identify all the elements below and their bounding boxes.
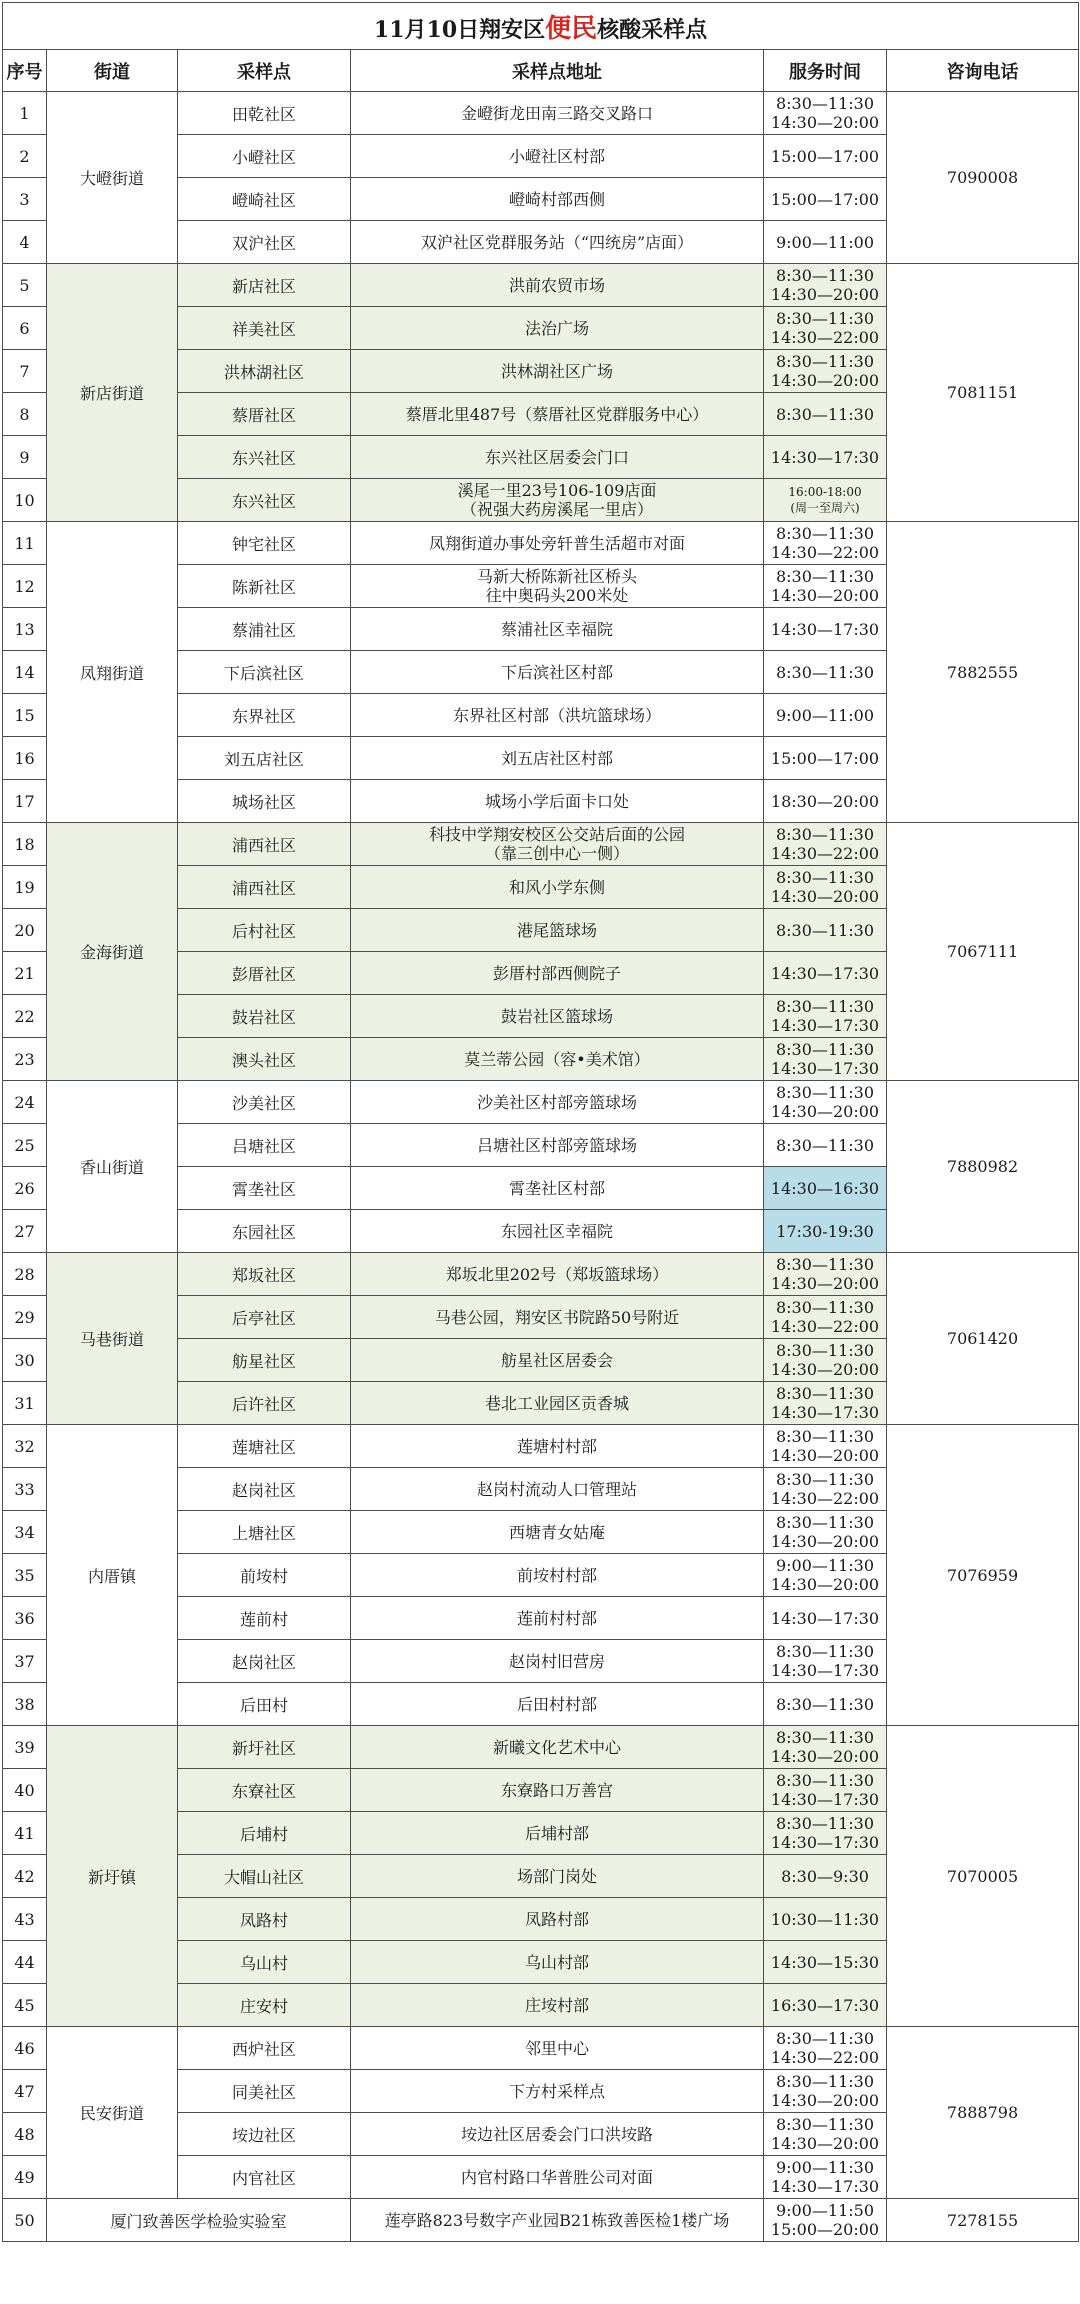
row-number: 8 (3, 393, 47, 436)
time-cell: 8:30—11:30 14:30—22:00 (764, 307, 887, 350)
row-number: 23 (3, 1038, 47, 1081)
address-cell: 莲亭路823号数字产业园B21栋致善医检1楼广场 (351, 2199, 764, 2242)
phone-cell: 7278155 (887, 2199, 1079, 2242)
time-cell: 8:30—11:30 14:30—20:00 (764, 1253, 887, 1296)
row-number: 45 (3, 1984, 47, 2027)
row-number: 4 (3, 221, 47, 264)
street-cell: 民安街道 (47, 2027, 178, 2199)
time-cell: 14:30—15:30 (764, 1941, 887, 1984)
street-cell: 内厝镇 (47, 1425, 178, 1726)
time-cell: 8:30—11:30 14:30—20:00 (764, 350, 887, 393)
time-cell: 9:00—11:50 15:00—20:00 (764, 2199, 887, 2242)
title-row (3, 3, 1079, 50)
site-cell: 蔡厝社区 (178, 393, 351, 436)
title-prefix: 11月10日翔安区 (373, 16, 546, 43)
site-cell: 蔡浦社区 (178, 608, 351, 651)
site-cell: 东寮社区 (178, 1769, 351, 1812)
time-cell: 15:00—17:00 (764, 178, 887, 221)
row-number: 24 (3, 1081, 47, 1124)
table-row (3, 1253, 1079, 1296)
table-row (3, 2027, 1079, 2070)
street-cell: 凤翔街道 (47, 522, 178, 823)
row-number: 26 (3, 1167, 47, 1210)
site-cell: 沙美社区 (178, 1081, 351, 1124)
address-cell: 后埔村部 (351, 1812, 764, 1855)
address-cell: 前垵村村部 (351, 1554, 764, 1597)
address-cell: 东园社区幸福院 (351, 1210, 764, 1253)
row-number: 44 (3, 1941, 47, 1984)
row-number: 6 (3, 307, 47, 350)
address-cell: 溪尾一里23号106-109店面 （祝强大药房溪尾一里店） (351, 479, 764, 522)
site-cell: 后埔村 (178, 1812, 351, 1855)
site-cell: 乌山村 (178, 1941, 351, 1984)
site-cell: 内官社区 (178, 2156, 351, 2199)
table-row (3, 2199, 1079, 2242)
site-cell: 赵岗社区 (178, 1468, 351, 1511)
street-cell: 新圩镇 (47, 1726, 178, 2027)
phone-cell: 7067111 (887, 823, 1079, 1081)
time-cell: 8:30—11:30 14:30—22:00 (764, 823, 887, 866)
row-number: 34 (3, 1511, 47, 1554)
site-cell: 上塘社区 (178, 1511, 351, 1554)
header-site: 采样点 (178, 50, 351, 92)
row-number: 49 (3, 2156, 47, 2199)
site-cell: 莲塘社区 (178, 1425, 351, 1468)
row-number: 38 (3, 1683, 47, 1726)
site-cell: 陈新社区 (178, 565, 351, 608)
address-cell: 西塘青女姑庵 (351, 1511, 764, 1554)
address-cell: 东兴社区居委会门口 (351, 436, 764, 479)
site-cell: 东兴社区 (178, 436, 351, 479)
header-time: 服务时间 (764, 50, 887, 92)
site-cell: 嶝崎社区 (178, 178, 351, 221)
site-cell: 钟宅社区 (178, 522, 351, 565)
address-cell: 后田村村部 (351, 1683, 764, 1726)
site-cell: 东兴社区 (178, 479, 351, 522)
site-cell: 双沪社区 (178, 221, 351, 264)
row-number: 39 (3, 1726, 47, 1769)
site-cell: 城场社区 (178, 780, 351, 823)
header-phone: 咨询电话 (887, 50, 1079, 92)
time-cell: 17:30-19:30 (764, 1210, 887, 1253)
address-cell: 新曦文化艺术中心 (351, 1726, 764, 1769)
row-number: 2 (3, 135, 47, 178)
row-number: 25 (3, 1124, 47, 1167)
sampling-sites-table (2, 2, 1079, 2242)
address-cell: 凤翔街道办事处旁轩普生活超市对面 (351, 522, 764, 565)
address-cell: 鼓岩社区篮球场 (351, 995, 764, 1038)
address-cell: 港尾篮球场 (351, 909, 764, 952)
row-number: 47 (3, 2070, 47, 2113)
address-cell: 刘五店社区村部 (351, 737, 764, 780)
time-cell: 8:30—11:30 14:30—20:00 (764, 1081, 887, 1124)
row-number: 15 (3, 694, 47, 737)
time-cell: 8:30—11:30 14:30—20:00 (764, 264, 887, 307)
time-cell: 8:30—11:30 14:30—17:30 (764, 1382, 887, 1425)
address-cell: 下方村采样点 (351, 2070, 764, 2113)
address-cell: 乌山村部 (351, 1941, 764, 1984)
row-number: 50 (3, 2199, 47, 2242)
address-cell: 小嶝社区村部 (351, 135, 764, 178)
site-cell: 厦门致善医学检验实验室 (47, 2199, 351, 2242)
address-cell: 沙美社区村部旁篮球场 (351, 1081, 764, 1124)
site-cell: 霄垄社区 (178, 1167, 351, 1210)
row-number: 28 (3, 1253, 47, 1296)
site-cell: 新圩社区 (178, 1726, 351, 1769)
site-cell: 莲前村 (178, 1597, 351, 1640)
address-cell: 内官村路口华普胜公司对面 (351, 2156, 764, 2199)
site-cell: 大帽山社区 (178, 1855, 351, 1898)
site-cell: 舫星社区 (178, 1339, 351, 1382)
time-cell: 9:00—11:30 14:30—20:00 (764, 1554, 887, 1597)
site-cell: 后田村 (178, 1683, 351, 1726)
address-cell: 东界社区村部（洪坑篮球场） (351, 694, 764, 737)
table-row (3, 1726, 1079, 1769)
page-title (3, 3, 1079, 50)
time-cell: 8:30—11:30 (764, 651, 887, 694)
row-number: 9 (3, 436, 47, 479)
address-cell: 赵岗村旧营房 (351, 1640, 764, 1683)
time-cell: 9:00—11:00 (764, 221, 887, 264)
time-cell: 16:30—17:30 (764, 1984, 887, 2027)
site-cell: 后亭社区 (178, 1296, 351, 1339)
address-cell: 巷北工业园区贡香城 (351, 1382, 764, 1425)
site-cell: 浦西社区 (178, 866, 351, 909)
row-number: 35 (3, 1554, 47, 1597)
row-number: 12 (3, 565, 47, 608)
row-number: 13 (3, 608, 47, 651)
time-cell: 9:00—11:30 14:30—17:30 (764, 2156, 887, 2199)
row-number: 30 (3, 1339, 47, 1382)
site-cell: 下后滨社区 (178, 651, 351, 694)
address-cell: 东寮路口万善宫 (351, 1769, 764, 1812)
row-number: 14 (3, 651, 47, 694)
site-cell: 东界社区 (178, 694, 351, 737)
table-row (3, 92, 1079, 135)
phone-cell: 7061420 (887, 1253, 1079, 1425)
site-cell: 澳头社区 (178, 1038, 351, 1081)
row-number: 7 (3, 350, 47, 393)
site-cell: 垵边社区 (178, 2113, 351, 2156)
time-cell: 8:30—11:30 14:30—22:00 (764, 522, 887, 565)
address-cell: 舫星社区居委会 (351, 1339, 764, 1382)
row-number: 41 (3, 1812, 47, 1855)
time-cell: 14:30—17:30 (764, 436, 887, 479)
street-cell: 香山街道 (47, 1081, 178, 1253)
time-cell: 14:30—17:30 (764, 1597, 887, 1640)
table-row (3, 1081, 1079, 1124)
address-cell: 科技中学翔安校区公交站后面的公园 （靠三创中心一侧） (351, 823, 764, 866)
time-cell: 8:30—11:30 14:30—20:00 (764, 92, 887, 135)
row-number: 22 (3, 995, 47, 1038)
address-cell: 郑坂北里202号（郑坂篮球场） (351, 1253, 764, 1296)
time-cell: 8:30—11:30 14:30—22:00 (764, 1296, 887, 1339)
time-cell: 8:30—11:30 14:30—17:30 (764, 1812, 887, 1855)
site-cell: 浦西社区 (178, 823, 351, 866)
row-number: 19 (3, 866, 47, 909)
time-cell: 8:30—11:30 14:30—22:00 (764, 2027, 887, 2070)
address-cell: 莫兰蒂公园（容•美术馆） (351, 1038, 764, 1081)
time-cell: 15:00—17:00 (764, 135, 887, 178)
row-number: 1 (3, 92, 47, 135)
row-number: 32 (3, 1425, 47, 1468)
site-cell: 赵岗社区 (178, 1640, 351, 1683)
time-cell: 8:30—11:30 14:30—20:00 (764, 1511, 887, 1554)
time-cell: 18:30—20:00 (764, 780, 887, 823)
time-cell: 8:30—11:30 14:30—20:00 (764, 2113, 887, 2156)
phone-cell: 7888798 (887, 2027, 1079, 2199)
site-cell: 鼓岩社区 (178, 995, 351, 1038)
time-cell: 8:30—11:30 14:30—17:30 (764, 1640, 887, 1683)
address-cell: 城场小学后面卡口处 (351, 780, 764, 823)
row-number: 18 (3, 823, 47, 866)
address-cell: 双沪社区党群服务站（“四统房”店面） (351, 221, 764, 264)
time-cell: 8:30—11:30 14:30—20:00 (764, 565, 887, 608)
time-cell: 8:30—11:30 (764, 393, 887, 436)
address-cell: 蔡浦社区幸福院 (351, 608, 764, 651)
time-cell: 8:30—11:30 14:30—20:00 (764, 1339, 887, 1382)
time-cell: 14:30—16:30 (764, 1167, 887, 1210)
row-number: 16 (3, 737, 47, 780)
site-cell: 东园社区 (178, 1210, 351, 1253)
address-cell: 法治广场 (351, 307, 764, 350)
street-cell: 大嶝街道 (47, 92, 178, 264)
time-cell: 8:30—11:30 14:30—20:00 (764, 1425, 887, 1468)
row-number: 17 (3, 780, 47, 823)
row-number: 37 (3, 1640, 47, 1683)
address-cell: 金嶝街龙田南三路交叉路口 (351, 92, 764, 135)
site-cell: 新店社区 (178, 264, 351, 307)
time-cell: 8:30—11:30 14:30—17:30 (764, 1769, 887, 1812)
time-cell: 14:30—17:30 (764, 608, 887, 651)
site-cell: 同美社区 (178, 2070, 351, 2113)
row-number: 11 (3, 522, 47, 565)
site-cell: 郑坂社区 (178, 1253, 351, 1296)
address-cell: 嶝崎村部西侧 (351, 178, 764, 221)
table-row (3, 1425, 1079, 1468)
address-cell: 马巷公园，翔安区书院路50号附近 (351, 1296, 764, 1339)
header-no: 序号 (3, 50, 47, 92)
address-cell: 洪前农贸市场 (351, 264, 764, 307)
phone-cell: 7081151 (887, 264, 1079, 522)
address-cell: 邻里中心 (351, 2027, 764, 2070)
site-cell: 后许社区 (178, 1382, 351, 1425)
site-cell: 西炉社区 (178, 2027, 351, 2070)
address-cell: 彭厝村部西侧院子 (351, 952, 764, 995)
address-cell: 和风小学东侧 (351, 866, 764, 909)
table-row (3, 522, 1079, 565)
row-number: 48 (3, 2113, 47, 2156)
address-cell: 霄垄社区村部 (351, 1167, 764, 1210)
row-number: 27 (3, 1210, 47, 1253)
phone-cell: 7882555 (887, 522, 1079, 823)
table-row (3, 264, 1079, 307)
address-cell: 莲前村村部 (351, 1597, 764, 1640)
time-cell: 8:30—11:30 14:30—20:00 (764, 1726, 887, 1769)
row-number: 40 (3, 1769, 47, 1812)
time-cell: 8:30—11:30 14:30—20:00 (764, 2070, 887, 2113)
street-cell: 金海街道 (47, 823, 178, 1081)
street-cell: 新店街道 (47, 264, 178, 522)
site-cell: 洪林湖社区 (178, 350, 351, 393)
time-cell: 8:30—11:30 14:30—20:00 (764, 866, 887, 909)
site-cell: 田乾社区 (178, 92, 351, 135)
time-cell: 8:30—11:30 (764, 1124, 887, 1167)
time-cell: 10:30—11:30 (764, 1898, 887, 1941)
site-cell: 彭厝社区 (178, 952, 351, 995)
address-cell: 垵边社区居委会门口洪垵路 (351, 2113, 764, 2156)
header-address: 采样点地址 (351, 50, 764, 92)
address-cell: 马新大桥陈新社区桥头 往中奥码头200米处 (351, 565, 764, 608)
row-number: 31 (3, 1382, 47, 1425)
street-cell: 马巷街道 (47, 1253, 178, 1425)
header-row (3, 50, 1079, 92)
phone-cell: 7090008 (887, 92, 1079, 264)
address-cell: 凤路村部 (351, 1898, 764, 1941)
row-number: 29 (3, 1296, 47, 1339)
row-number: 21 (3, 952, 47, 995)
row-number: 43 (3, 1898, 47, 1941)
site-cell: 祥美社区 (178, 307, 351, 350)
time-cell: 9:00—11:00 (764, 694, 887, 737)
site-cell: 小嶝社区 (178, 135, 351, 178)
table-row (3, 823, 1079, 866)
time-cell: 8:30—11:30 (764, 1683, 887, 1726)
row-number: 10 (3, 479, 47, 522)
site-cell: 吕塘社区 (178, 1124, 351, 1167)
site-cell: 凤路村 (178, 1898, 351, 1941)
site-cell: 刘五店社区 (178, 737, 351, 780)
row-number: 3 (3, 178, 47, 221)
address-cell: 吕塘社区村部旁篮球场 (351, 1124, 764, 1167)
title-suffix: 核酸采样点 (597, 16, 708, 43)
address-cell: 庄垵村部 (351, 1984, 764, 2027)
phone-cell: 7076959 (887, 1425, 1079, 1726)
time-cell: 8:30—11:30 14:30—17:30 (764, 995, 887, 1038)
site-cell: 庄安村 (178, 1984, 351, 2027)
time-cell: 16:00-18:00 (周一至周六) (764, 479, 887, 522)
address-cell: 下后滨社区村部 (351, 651, 764, 694)
time-cell: 8:30—11:30 (764, 909, 887, 952)
address-cell: 场部门岗处 (351, 1855, 764, 1898)
row-number: 5 (3, 264, 47, 307)
phone-cell: 7880982 (887, 1081, 1079, 1253)
time-cell: 8:30—9:30 (764, 1855, 887, 1898)
site-cell: 前垵村 (178, 1554, 351, 1597)
time-cell: 8:30—11:30 14:30—17:30 (764, 1038, 887, 1081)
row-number: 46 (3, 2027, 47, 2070)
address-cell: 莲塘村村部 (351, 1425, 764, 1468)
row-number: 36 (3, 1597, 47, 1640)
address-cell: 洪林湖社区广场 (351, 350, 764, 393)
time-cell: 14:30—17:30 (764, 952, 887, 995)
address-cell: 蔡厝北里487号（蔡厝社区党群服务中心） (351, 393, 764, 436)
phone-cell: 7070005 (887, 1726, 1079, 2027)
row-number: 20 (3, 909, 47, 952)
site-cell: 后村社区 (178, 909, 351, 952)
row-number: 33 (3, 1468, 47, 1511)
time-cell: 15:00—17:00 (764, 737, 887, 780)
title-highlight: 便民 (545, 13, 598, 44)
header-street: 街道 (47, 50, 178, 92)
row-number: 42 (3, 1855, 47, 1898)
address-cell: 赵岗村流动人口管理站 (351, 1468, 764, 1511)
time-cell: 8:30—11:30 14:30—22:00 (764, 1468, 887, 1511)
